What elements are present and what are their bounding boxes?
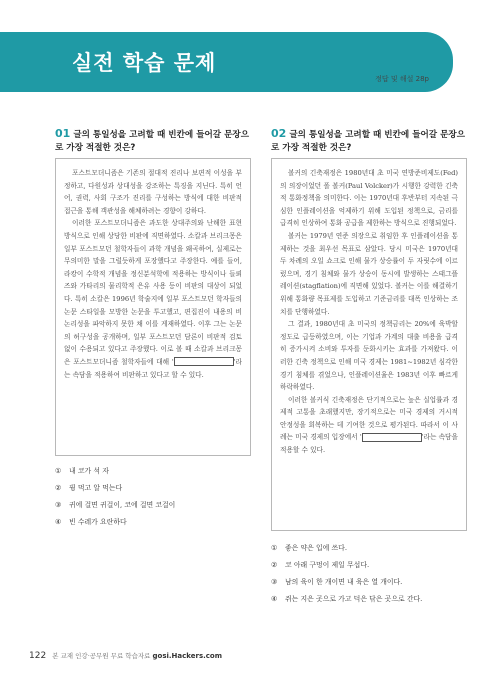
option-number: ②	[271, 561, 278, 569]
quote-mark: '	[359, 433, 362, 442]
option-item[interactable]	[55, 517, 251, 528]
passage-paragraph	[64, 217, 242, 381]
question-1-options	[55, 466, 251, 534]
passage-paragraph	[280, 394, 458, 457]
option-number: ③	[55, 501, 62, 509]
option-number: ①	[271, 544, 278, 552]
passage-ending: '라는 속담을 적용할 수 있다.	[280, 433, 458, 455]
option-number: ④	[271, 595, 278, 603]
option-item[interactable]	[271, 543, 467, 554]
option-item[interactable]	[271, 577, 467, 588]
page-number: 122	[29, 651, 47, 661]
option-text: 꿩 먹고 알 먹는다	[69, 484, 123, 492]
option-number: ①	[55, 467, 62, 475]
footer-site-link[interactable]: gosi.Hackers.com	[152, 652, 223, 660]
option-number: ④	[55, 518, 62, 526]
option-text: 쥐는 지은 곳으로 가고 덕은 닦은 곳으로 간다.	[285, 595, 423, 603]
question-2-passage	[271, 158, 467, 531]
question-2-number: 02	[271, 127, 287, 140]
option-item[interactable]	[55, 466, 251, 477]
passage-paragraph: 볼커의 긴축재정은 1980년대 초 미국 연방준비제도(Fed)의 의장이었던 폴 볼커(Paul Volcker)가 시행한 강력한 긴축적 통화정책을 의미한다. 이는 1970년대 후반부터 지속된 극심한 인플레이션을 억제하기 위해 도입된 정책으로, 금리를 급격히 인상하여 통화 공급을 제한하는 방식으로 진행되었다.	[280, 169, 458, 228]
option-text: 코 아래 구멍이 제일 무섭다.	[285, 561, 370, 569]
option-text: 좋은 약은 입에 쓰다.	[285, 544, 348, 552]
question-2-heading	[271, 127, 467, 155]
question-1-prompt: 글의 통일성을 고려할 때 빈칸에 들어갈 문장으로 가장 적절한 것은?	[55, 130, 249, 153]
answer-blank	[171, 357, 234, 366]
question-1-number: 01	[55, 127, 71, 140]
option-text: 귀에 걸면 귀걸이, 코에 걸면 코걸이	[69, 501, 176, 509]
passage-paragraph: 포스트모더니즘은 기존의 절대적 진리나 보편적 이성을 부정하고, 다원성과 상대성을 강조하는 특징을 지닌다. 특히 언어, 권력, 사회 구조가 진리를 구성하는 방식에 대한 비판적 접근을 통해 객관성을 해체하려는 경향이 강하다.	[64, 169, 242, 215]
answer-reference: 정답 및 해설 28p	[375, 75, 429, 83]
question-2-prompt: 글의 통일성을 고려할 때 빈칸에 들어갈 문장으로 가장 적절한 것은?	[271, 130, 465, 153]
option-item[interactable]	[271, 594, 467, 605]
answer-blank	[359, 433, 422, 442]
quote-mark: '	[171, 357, 174, 366]
passage-text: 이러한 포스트모더니즘은 과도한 상대주의와 난해한 표현 방식으로 인해 상당한 비판에 직면하였다. 소칼과 브리크몽은 일부 포스트모던 철학자들이 과학 개념을 왜곡하여, 실제로는 무의미한 말을 그럴듯하게 포장했다고 주장한다. 예를 들어, 라캉이 수학적 개념을 정신분석학에 적용하는 방식이나 들뢰즈와 가타리의 물리학적 은유 사용 등이 비판의 대상이 되었다. 특히 소칼은 1996년 학술지에 일부 포스트모던 학자들의 논문 스타일을 모방한 논문을 투고했고, 편집진이 내용의 비논리성을 파악하지 못한 채 이를 게재하였다. 이후 그는 논문의 허구성을 공개하며, 일부 포스트모던 담론이 비판적 검토 없이 수용되고 있다고 주장했다. 이로 볼 때 소칼과 브리크몽은 포스트모더니즘 철학자들에 대해	[64, 219, 242, 366]
option-item[interactable]	[271, 560, 467, 571]
option-item[interactable]	[55, 483, 251, 494]
passage-ending: '라는 속담을 적용하여 비판하고 있다고 할 수 있다.	[64, 357, 242, 379]
option-text: 내 코가 석 자	[69, 467, 109, 475]
page-footer	[29, 651, 222, 661]
passage-paragraph: 볼커는 1979년 연준 의장으로 취임한 후 인플레이션을 통제하는 것을 최우선 목표로 삼았다. 당시 미국은 1970년대 두 차례의 오일 쇼크로 인해 물가 상승률이 두 자릿수에 이르렀으며, 경기 침체와 물가 상승이 동시에 발생하는 스태그플레이션(stagflation)에 직면해 있었다. 볼커는 이를 해결하기 위해 통화량 목표제를 도입하고 기준금리를 대폭 인상하는 조치를 단행하였다.	[280, 231, 458, 316]
option-text: 빈 수레가 요란하다	[69, 518, 127, 526]
footer-text: 본 교재 인강·공무원 무료 학습자료	[52, 652, 151, 660]
option-number: ②	[55, 484, 62, 492]
question-1-passage	[55, 158, 251, 456]
option-text: 남의 육이 한 개이면 내 육은 열 개이다.	[285, 578, 403, 586]
question-2-options	[271, 543, 467, 611]
page-title: 실전 학습 문제	[72, 51, 217, 75]
option-item[interactable]	[55, 500, 251, 511]
passage-paragraph: 그 결과, 1980년대 초 미국의 정책금리는 20%에 육박할 정도로 급등하였으며, 이는 기업과 가계의 대출 비용을 급격히 증가시켜 소비와 투자를 둔화시키는 효과를 가져왔다. 이러한 긴축 정책으로 인해 미국 경제는 1981~1982년 심각한 경기 침체를 겪었으나, 인플레이션율은 1983년 이후 빠르게 하락하였다.	[280, 320, 458, 392]
passage-text: 이러한 볼커식 긴축재정은 단기적으로는 높은 실업률과 경제적 고통을 초래했지만, 장기적으로는 미국 경제의 거시적 안정성을 회복하는 데 기여한 것으로 평가된다. 따라서 이 사례는 미국 경제의 입장에서	[280, 395, 458, 442]
question-1-heading	[55, 127, 251, 155]
option-number: ③	[271, 578, 278, 586]
